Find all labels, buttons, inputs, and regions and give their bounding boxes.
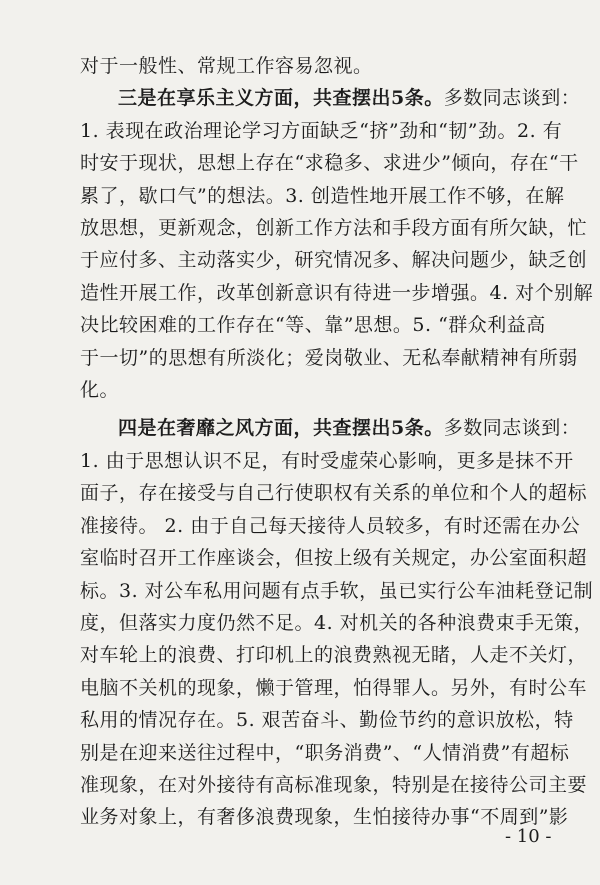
section-heading-extravagance: 四是在奢靡之风方面，共查摆出5条。 <box>118 417 444 440</box>
text-line: 准现象，在对外接待有高标准现象，特别是在接待公司主要 <box>80 773 588 796</box>
text-line: 电脑不关机的现象，懒于管理，怕得罪人。另外，有时公车 <box>80 676 588 699</box>
text-line: 准接待。 2. 由于自己每天接待人员较多，有时还需在办公 <box>80 514 581 537</box>
text-line: 决比较困难的工作存在“等、靠”思想。5. “群众利益高 <box>80 314 546 337</box>
text-line: 化。 <box>80 379 120 402</box>
page-number: - 10 - <box>505 826 552 847</box>
section-heading-line <box>80 412 581 444</box>
text-line: 私用的情况存在。5. 艰苦奋斗、勤俭节约的意识放松，特 <box>80 709 574 732</box>
text-line: 室临时召开工作座谈会，但按上级有关规定，办公室面积超 <box>80 547 588 570</box>
text-line: 标。3. 对公车私用问题有点手软，虽已实行公车油耗登记制 <box>80 579 594 602</box>
body-text <box>80 50 594 834</box>
text-line: 业务对象上，有奢侈浪费现象，生怕接待办事“不周到”影 <box>80 806 569 829</box>
text-line: 1. 表现在政治理论学习方面缺乏“挤”劲和“韧”劲。2. 有 <box>80 119 563 142</box>
text-line: 对车轮上的浪费、打印机上的浪费熟视无睹，人走不关灯， <box>80 644 588 667</box>
text-line: 造性开展工作，改革创新意识有待进一步增强。4. 对个别解 <box>80 281 594 304</box>
section-lead: 多数同志谈到： <box>443 87 581 110</box>
text-line: 对于一般性、常规工作容易忽视。 <box>80 55 373 77</box>
text-line: 于一切”的思想有所淡化；爱岗敬业、无私奉献精神有所弱 <box>80 346 578 369</box>
text-line: 累了，歇口气”的想法。3. 创造性地开展工作不够，在解 <box>80 184 565 207</box>
text-line: 别是在迎来送往过程中，“职务消费”、“人情消费”有超标 <box>80 741 570 764</box>
text-line: 时安于现状，思想上存在“求稳多、求进少”倾向，存在“干 <box>80 152 579 175</box>
text-line: 于应付多、主动落实少，研究情况多、解决问题少，缺乏创 <box>80 249 588 272</box>
section-heading-hedonism: 三是在享乐主义方面，共查摆出5条。 <box>118 87 444 110</box>
section-lead: 多数同志谈到： <box>443 417 581 440</box>
text-line: 面子，存在接受与自己行使职权有关系的单位和个人的超标 <box>80 482 588 505</box>
section-heading-line <box>80 82 581 114</box>
text-line: 放思想，更新观念，创新工作方法和手段方面有所欠缺，忙 <box>80 217 588 240</box>
text-line: 度，但落实力度仍然不足。4. 对机关的各种浪费束手无策， <box>80 611 594 634</box>
text-line: 1. 由于思想认识不足，有时受虚荣心影响，更多是抹不开 <box>80 449 574 472</box>
